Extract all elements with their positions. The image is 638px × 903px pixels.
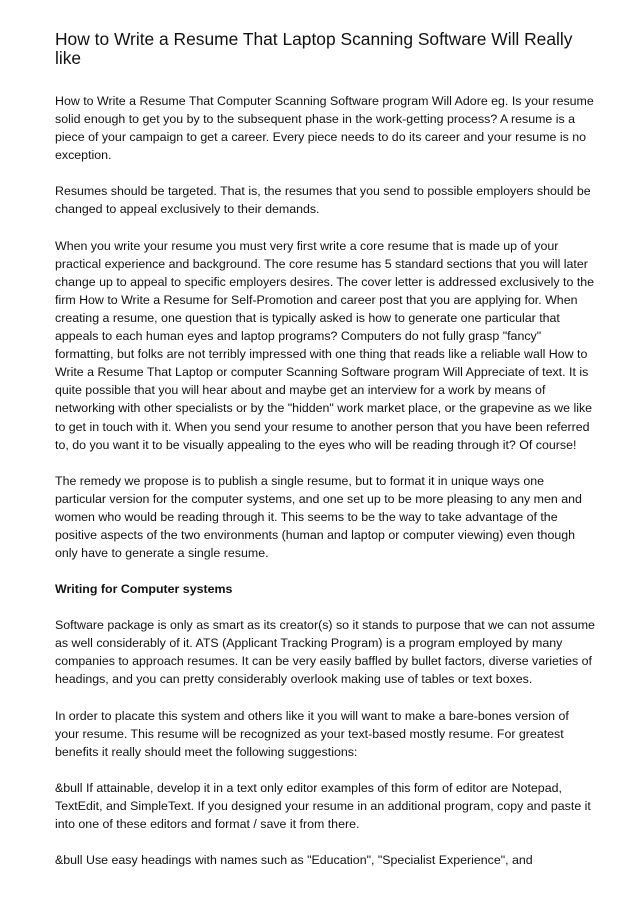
paragraph-bullet-headings: &bull Use easy headings with names such as "Education", "Specialist Experience", and [55,853,533,868]
page-title: How to Write a Resume That Laptop Scanning Software Will Really like [55,29,573,68]
document-page [55,30,595,887]
paragraph-intro: How to Write a Resume That Computer Scanning Software program Will Adore eg. Is your resume solid enough to get you by to the subsequent phase in the work-getting process? A resume is a piece of your campaign to get a career. Every piece needs to do its career and your resume is no exception. [55,94,594,163]
paragraph-placate: In order to placate this system and others like it you will want to make a bare-bones version of your resume. This resume will be recognized as your text-based mostly resume. For greatest benefits it really should meet the following suggestions: [55,708,569,759]
paragraph-core-resume: When you write your resume you must very first write a core resume that is made up of your practical experience and background. The core resume has 5 standard sections that you will later change up to appeal to specific employers desires. The cover letter is addressed exclusively to the firm How to Write a Resume for Self-Promotion and career post that you are applying for. When creating a resume, one question that is typically asked is how to generate one particular that appeals to each human eyes and laptop programs? Computers do not fully grasp "fancy" formatting, but folks are not terribly impressed with one thing that reads like a reliable wall How to Write a Resume That Laptop or computer Scanning Software program Will Appreciate of text. It is quite possible that you will hear about and maybe get an interview for a work by means of networking with other specialists or by the "hidden" work market place, or the grapevine as we like to get in touch with it. When you send your resume to another person that you have been referred to, do you want it to be visually appealing to the eyes who will be reading through it? Of course! [55,238,595,452]
paragraph-software: Software package is only as smart as its creator(s) so it stands to purpose that we can not assume as well considerably of it. ATS (Applicant Tracking Program) is a program employed by many companies to approach resumes. It can be very easily baffled by bullet factors, diverse varieties of headings, and you can pretty considerably overlook making use of tables or text boxes. [55,618,595,687]
paragraph-remedy: The remedy we propose is to publish a single resume, but to format it in unique ways one particular version for the computer systems, and one set up to be more pleasing to any men and women who would be reading through it. This seems to be the way to take advantage of the positive aspects of the two environments (human and laptop or computer viewing) even though only have to generate a single resume. [55,473,582,561]
section-heading: Writing for Computer systems [55,582,233,597]
paragraph-bullet-editor: &bull If attainable, develop it in a text only editor examples of this form of editor are Notepad, TextEdit, and SimpleText. If you designed your resume in an additional program, copy and paste it into one of these editors and format / save it from there. [55,780,591,831]
paragraph-targeted: Resumes should be targeted. That is, the resumes that you send to possible employers should be changed to appeal exclusively to their demands. [55,184,591,217]
